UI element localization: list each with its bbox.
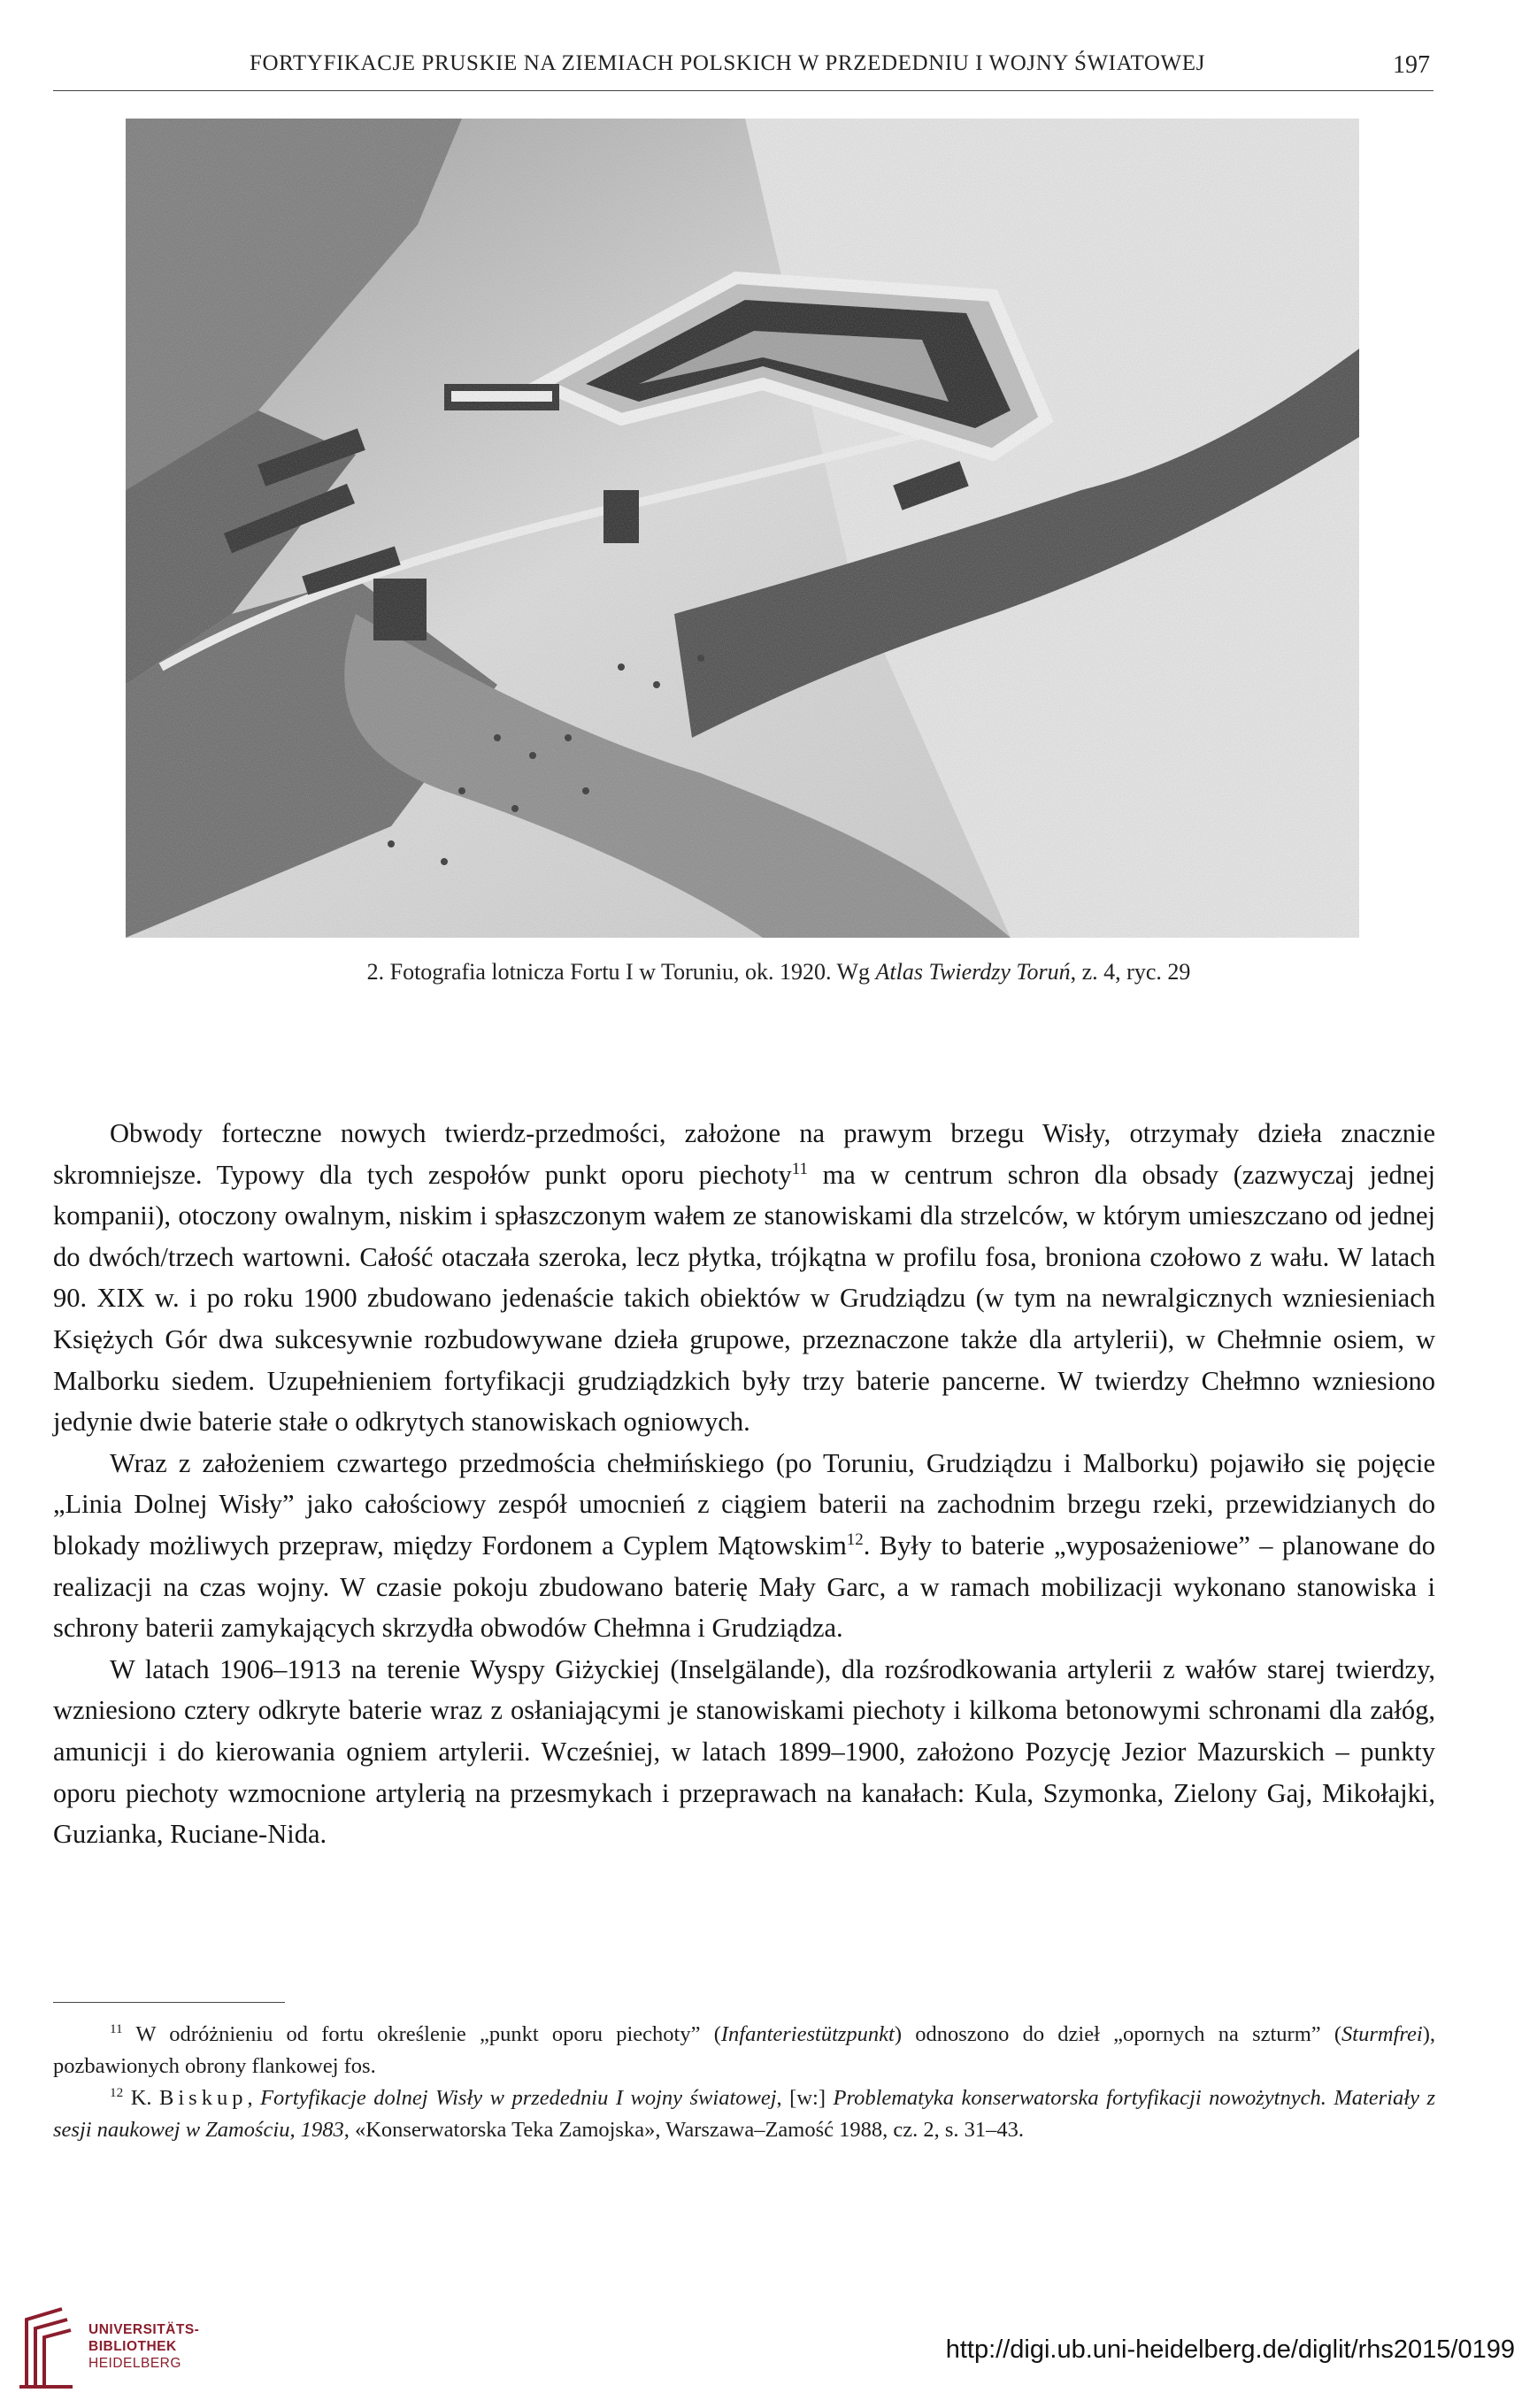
footnotes — [53, 2019, 1435, 2146]
caption-text: 2. Fotografia lotnicza Fortu I w Toruniu, ok. 1920. Wg — [366, 959, 876, 985]
page-number: 197 — [1393, 51, 1430, 79]
footnote: $^{11}$ W odróżnieniu od fortu określenie „punkt oporu piechoty” (Infanteriestützpunkt) odnoszono do dzieł „opornych na szturm” (Sturmfrei), pozbawionych obrony flankowej fos. — [53, 2021, 1435, 2078]
page-header — [53, 46, 1434, 91]
footnote-number: 11 — [110, 2021, 123, 2036]
paragraph: Wraz z założeniem czwartego przedmościa chełmińskiego (po Toruniu, Grudziądzu i Malborku) pojawiło się pojęcie „Linia Dolnej Wisły” jako całościowy zespół umocnień z ciągiem baterii na zachodnim brzegu rzeki, przewidzianych do blokady możliwych przepraw, między Fordonem a Cyplem Mątowskim$^{12}$. Były to baterie „wyposażeniowe” – planowane do realizacji na czas wojny. W czasie pokoju zbudowano baterię Mały Garc, a w ramach mobilizacji wykonano stanowiska i schrony baterii zamykających skrzydła obwodów Chełmna i Grudziądza. — [53, 1447, 1435, 1644]
footnote: $^{12}$ K. Biskup, Fortyfikacje dolnej Wisły w przededniu I wojny światowej, [w:] Problematyka konserwatorska fortyfikacji nowożytnych. Materiały z sesji naukowej w Zamościu, 1983, «Konserwatorska Teka Zamojska», Warszawa–Zamość 1988, cz. 2, s. 31–43. — [53, 2084, 1435, 2142]
caption-source-title: Atlas Twierdzy Toruń — [875, 959, 1071, 985]
library-name: UNIVERSITÄTS- BIBLIOTHEK HEIDELBERG — [88, 2322, 200, 2371]
main-text — [53, 1113, 1435, 1855]
library-emblem-icon — [14, 2302, 76, 2390]
figure-caption — [53, 959, 1434, 985]
source-url-link[interactable]: http://digi.ub.uni-heidelberg.de/diglit/rhs2015/0199 — [945, 2335, 1515, 2364]
paragraph: W latach 1906–1913 na terenie Wyspy Giżyckiej (Inselgälande), dla rozśrodkowania artylerii z wałów starej twierdzy, wzniesiono cztery odkryte baterie wraz z osłaniającymi je stanowiskami piechoty i kilkoma betonowymi schronami dla załóg, amunicji i do kierowania ogniem artylerii. Wcześniej, w latach 1899–1900, założono Pozycję Jezior Mazurskich – punkty oporu piechoty wzmocnione artylerią na przesmykach i przeprawach na kanałach: Kula, Szymonka, Zielony Gaj, Mikołajki, Guzianka, Ruciane-Nida. — [53, 1653, 1435, 1850]
footnote-ref[interactable]: 11 — [791, 1159, 808, 1178]
paragraph: Obwody forteczne nowych twierdz-przedmości, założone na prawym brzegu Wisły, otrzymały dzieła znacznie skromniejsze. Typowy dla tych zespołów punkt oporu piechoty$^{11}$ ma w centrum schron dla obsady (zazwyczaj jednej kompanii), otoczony owalnym, niskim i spłaszczonym wałem ze stanowiskami dla strzelców, w którym umieszczano od jednej do dwóch/trzech wartowni. Całość otaczała szeroka, lecz płytka, trójkątna w profilu fosa, broniona czołowo z wału. W latach 90. XIX w. i po roku 1900 zbudowano jedenaście takich obiektów w Grudziądzu (w tym na newralgicznych wzniesieniach Księżych Gór dwa sukcesywnie rozbudowywane dzieła grupowe, przeznaczone także dla artylerii), w Chełmnie osiem, w Malborku siedem. Uzupełnieniem fortyfikacji grudziądzkich były trzy baterie pancerne. W twierdzy Chełmno wzniesiono jedynie dwie baterie stałe o odkrytych stanowiskach ogniowych. — [53, 1118, 1435, 1438]
footnote-divider — [53, 2002, 285, 2003]
aerial-photograph — [126, 119, 1359, 938]
caption-source-ref: , z. 4, ryc. 29 — [1070, 959, 1191, 985]
footnote-ref[interactable]: 12 — [846, 1530, 864, 1549]
footnote-number: 12 — [110, 2084, 124, 2100]
running-title: FORTYFIKACJE PRUSKIE NA ZIEMIACH POLSKICH W PRZEDEDNIU I WOJNY ŚWIATOWEJ — [250, 51, 1205, 75]
author-name: Biskup — [159, 2086, 248, 2110]
library-logo[interactable] — [14, 2302, 280, 2390]
